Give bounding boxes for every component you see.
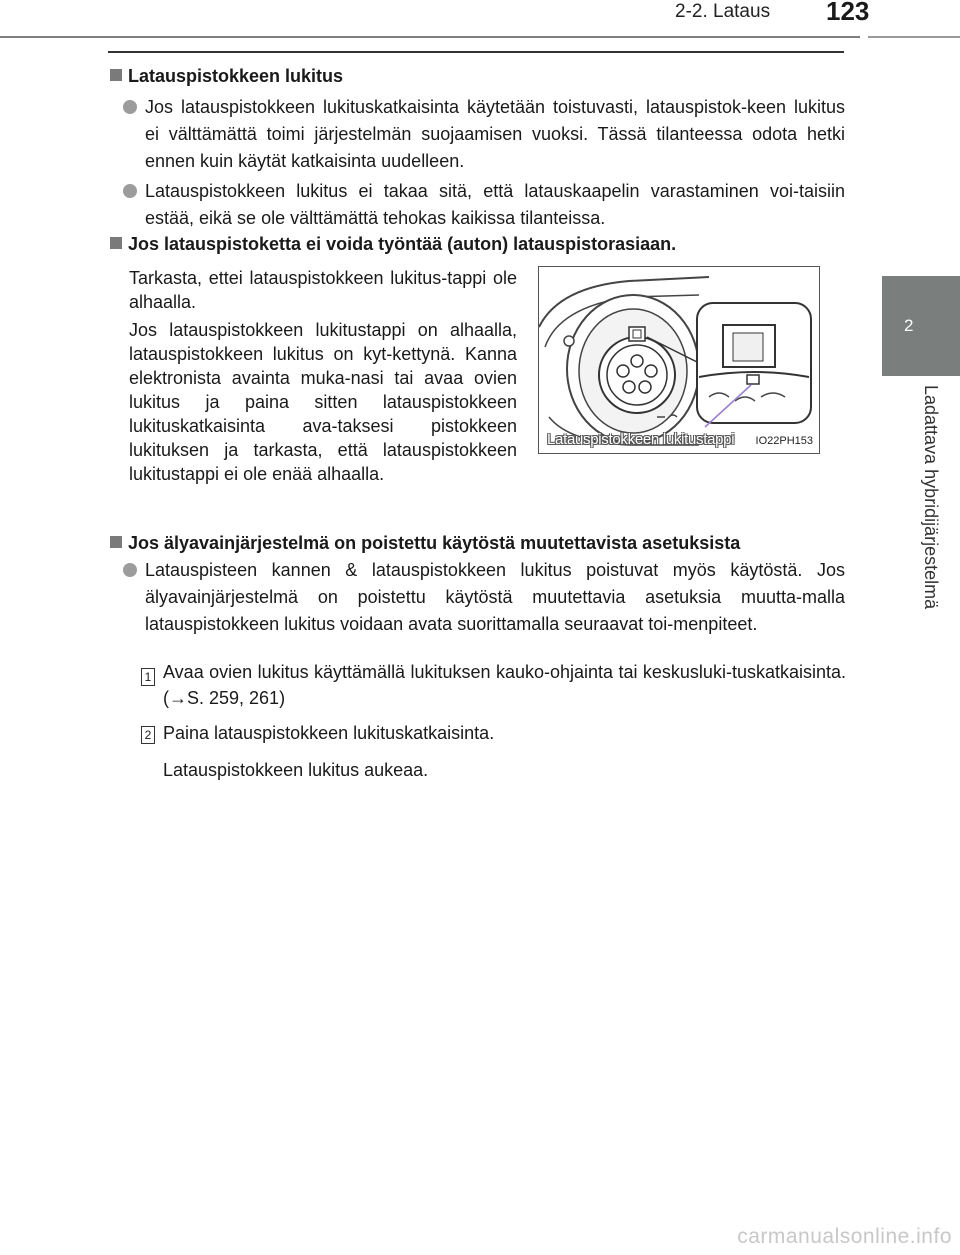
section-heading: Jos älyavainjärjestelmä on poistettu käytöstä muutettavista asetuksista [110, 531, 740, 555]
header-rule-right [868, 36, 960, 38]
chapter-number: 2 [904, 316, 914, 335]
step-text: Avaa ovien lukitus käyttämällä lukituksen kauko-ohjainta tai keskusluki-tuskatkaisinta. (→S. 259, 261) [163, 662, 846, 708]
section-heading: Latauspistokkeen lukitus [110, 64, 343, 88]
paragraph: Tarkasta, ettei latauspistokkeen lukitus-tappi ole alhaalla. [129, 268, 517, 312]
list-item: Latauspisteen kannen & latauspistokkeen lukitus poistuvat myös käytöstä. Jos älyavainjärjestelmä on poistettu käytöstä muutettavia asetuksia muutta-malla latauspistokkeen lukitus voidaan avata suorittamalla seuraavat toi-menpiteet. [125, 557, 845, 638]
watermark: carmanualsonline.info [737, 1225, 952, 1248]
figure-code: IO22PH153 [755, 435, 813, 447]
square-bullet-icon [110, 536, 122, 548]
square-bullet-icon [110, 69, 122, 81]
list-item: Jos latauspistokkeen lukituskatkaisinta käytetään toistuvasti, latauspistok-keen lukitus ei välttämättä toimi järjestelmän suojaamisen vuoksi. Tässä tilanteessa odota hetki ennen kuin käytät katkaisinta uudelleen. [125, 94, 845, 175]
step-text: Paina latauspistokkeen lukituskatkaisinta. [163, 723, 495, 743]
charging-port-drawing [539, 267, 819, 453]
chapter-tab [882, 276, 960, 376]
charging-port-illustration [538, 266, 820, 454]
circle-bullet-icon [123, 184, 137, 198]
section-title: 2-2. Lataus [675, 1, 771, 22]
header-rule [0, 36, 860, 38]
paragraph: Jos latauspistokkeen lukitustappi on alhaalla, latauspistokkeen lukitus on kyt-kettynä. Kanna elektronista avainta muka-nasi tai avaa ovien lukitus ja paina sitten latauspistokkeen lukituskatkaisinta ava-taksesi pistokkeen lukituksen ja tarkasta, että latauspistokkeen lukitustappi ei ole enää alhaalla. [129, 320, 517, 484]
section-rule [108, 51, 844, 53]
circle-bullet-icon [123, 563, 137, 577]
step-number-badge: 2 [141, 726, 155, 744]
step-result: Latauspistokkeen lukitus aukeaa. [163, 760, 429, 780]
figure-callout-label: Latauspistokkeen lukitustappi [547, 431, 735, 448]
step-number-badge: 1 [141, 668, 155, 686]
list-item: Latauspistokkeen lukitus ei takaa sitä, että latauskaapelin varastaminen voi-taisiin estää, eikä se ole välttämättä tehokas kaikissa tilanteissa. [125, 178, 845, 232]
chapter-title: Ladattava hybridijärjestelmä [921, 385, 941, 610]
section-heading: Jos latauspistoketta ei voida työntää (auton) latauspistorasiaan. [110, 232, 676, 256]
circle-bullet-icon [123, 100, 137, 114]
square-bullet-icon [110, 237, 122, 249]
page-number: 123 [826, 0, 870, 26]
